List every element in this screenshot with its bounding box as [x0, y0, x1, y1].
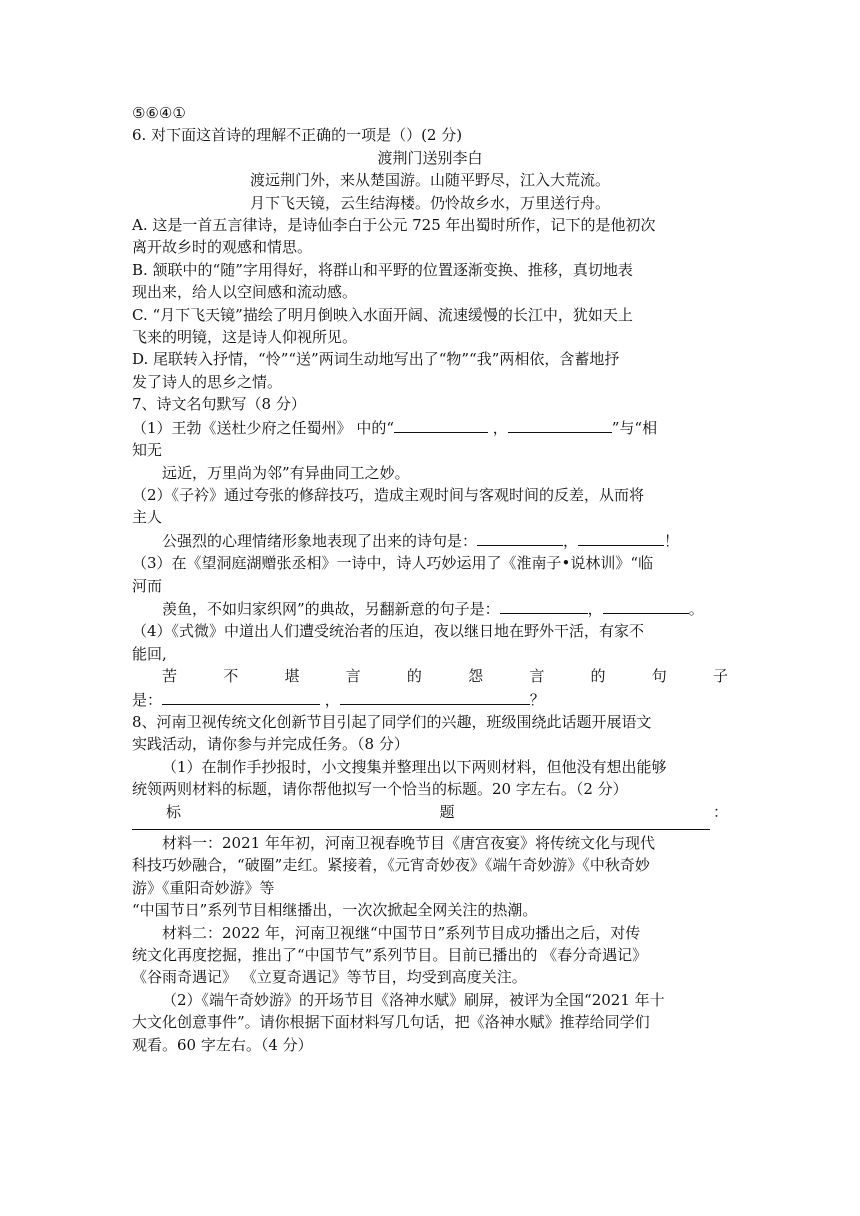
char: 的 — [590, 667, 606, 686]
char: 怨 — [468, 667, 484, 686]
q7-1-tail: ”与“相 — [611, 418, 658, 437]
char: 言 — [345, 667, 361, 686]
answer-blank[interactable] — [508, 416, 612, 433]
answer-blank[interactable] — [162, 688, 320, 705]
q7-4-end: ？ — [529, 690, 545, 709]
question-8-line-2: 实践活动，请你参与并完成任务。（8 分） — [132, 735, 409, 754]
material-1-line-4: “中国节日”系列节目相继播出，一次次掀起全网关注的热潮。 — [132, 901, 538, 920]
answer-line: ⑤⑥④① — [132, 104, 186, 122]
q7-1-text: （1）王勃《送杜少府之任蜀州》 中的“ — [132, 418, 394, 437]
title-answer-line[interactable] — [132, 823, 710, 830]
q7-item-1-line-1 — [132, 416, 728, 439]
option-c-line-1: C. “月下飞天镜”描绘了明月倒映入水面开阔、流速缓慢的长江中，犹如天上 — [132, 305, 633, 324]
char: 题 — [439, 802, 455, 821]
question-7: 7、诗文名句默写（8 分） — [132, 395, 306, 414]
char: 标 — [166, 802, 182, 821]
char: 不 — [223, 667, 239, 686]
q8-title-prompt — [132, 801, 728, 823]
answer-blank[interactable] — [340, 688, 530, 705]
char: 的 — [406, 667, 422, 686]
q8-task-2-line-2: 大文化创意事件”。请你根据下面材料写几句话，把《洛神水赋》推荐给同学们 — [132, 1013, 650, 1032]
exam-page — [132, 102, 728, 1056]
poem-line-1: 渡远荆门外，来从楚国游。山随平野尽，江入大荒流。 — [249, 171, 610, 190]
char: 苦 — [162, 667, 178, 686]
q7-item-3-line-2: 河而 — [132, 576, 163, 595]
option-a-line-2: 离开故乡时的观感和情思。 — [132, 238, 313, 257]
q7-3-text: 羡鱼，不如归家织网”的典故，另翻新意的句子是： — [162, 599, 500, 618]
answer-blank[interactable] — [603, 597, 689, 614]
char: ： — [712, 802, 728, 821]
material-2-line-1: 材料二：2022 年，河南卫视继“中国节日”系列节目成功播出之后，对传 — [162, 923, 641, 942]
q7-4-text: 是： — [132, 690, 163, 709]
char: 句 — [651, 667, 667, 686]
poem-line-2: 月下飞天镜，云生结海楼。仍怜故乡水，万里送行舟。 — [249, 193, 610, 212]
q8-task-2-line-3: 观看。60 字左右。（4 分） — [132, 1035, 313, 1054]
q7-2-comma: ， — [563, 531, 579, 550]
option-a-line-1: A. 这是一首五言律诗，是诗仙李白于公元 725 年出蜀时所作，记下的是他初次 — [132, 216, 656, 235]
q8-task-1-line-2: 统领两则材料的标题，请你帮他拟写一个恰当的标题。20 字左右。（2 分） — [132, 780, 628, 799]
q8-task-1-line-1: （1）在制作手抄报时，小文搜集并整理出以下两则材料，但他没有想出能够 — [162, 757, 667, 776]
option-d-line-2: 发了诗人的思乡之情。 — [132, 372, 283, 391]
q7-item-2-line-3 — [132, 529, 728, 552]
option-d-line-1: D. 尾联转入抒情，“怜”“送”两词生动地写出了“物”“我”两相依，含蓄地抒 — [132, 350, 620, 369]
q7-2-text: 公强烈的心理情绪形象地表现了出来的诗句是： — [162, 531, 478, 550]
q7-item-1-line-2: 知无 — [132, 441, 163, 460]
q7-1-comma: ， — [487, 418, 508, 437]
q7-3-comma: ， — [587, 599, 603, 618]
material-2-line-3: 《谷雨奇遇记》 《立夏奇遇记》等节目，均受到高度关注。 — [132, 968, 527, 987]
q7-3-end: 。 — [688, 599, 704, 618]
material-1-line-3: 游》《重阳奇妙游》等 — [132, 878, 275, 897]
material-1-line-1: 材料一：2021 年年初，河南卫视春晚节目《唐宫夜宴》将传统文化与现代 — [162, 834, 655, 852]
material-1-line-2: 科技巧妙融合，“破圈”走红。紧接着，《元宵奇妙夜》《端午奇妙游》《中秋奇妙 — [132, 856, 650, 875]
q7-item-4-line-1: （4）《式微》中道出人们遭受统治者的压迫，夜以继日地在野外干活，有家不 — [132, 622, 645, 641]
q7-item-2-line-1: （2）《子衿》通过夸张的修辞技巧，造成主观时间与客观时间的反差，从而将 — [132, 485, 645, 504]
option-b-line-2: 现出来，给人以空间感和流动感。 — [132, 283, 358, 302]
q7-item-4-line-4 — [132, 688, 728, 711]
poem-title: 渡荆门送别李白 — [377, 148, 483, 167]
material-2-line-2: 统文化再度挖掘，推出了“中国节气”系列节目。目前已播出的 《春分奇遇记》 — [132, 946, 648, 965]
option-b-line-1: B. 颔联中的“随”字用得好，将群山和平野的位置逐渐变换、推移，真切地表 — [132, 260, 633, 279]
answer-blank[interactable] — [578, 529, 664, 546]
answer-blank[interactable] — [477, 529, 563, 546]
option-c-line-2: 飞来的明镜，这是诗人仰视所见。 — [132, 328, 358, 347]
q7-4-comma: ， — [320, 690, 340, 709]
answer-blank[interactable] — [500, 597, 588, 614]
q8-task-2-line-1: （2）《端午奇妙游》的开场节目《洛神水赋》刷屏，被评为全国“2021 年十 — [162, 990, 665, 1009]
question-8-line-1: 8、河南卫视传统文化创新节目引起了同学们的兴趣，班级围绕此话题开展语文 — [132, 712, 652, 731]
q7-item-4-line-3 — [132, 665, 728, 687]
answer-blank[interactable] — [394, 416, 488, 433]
q7-item-3-line-3 — [132, 597, 728, 620]
question-6: 6. 对下面这首诗的理解不正确的一项是（）(2 分) — [132, 126, 463, 145]
char: 言 — [529, 667, 545, 686]
q7-item-1-line-3: 远近，万里尚为邻”有异曲同工之妙。 — [162, 463, 410, 482]
q7-item-2-line-2: 主人 — [132, 508, 163, 527]
q7-item-4-line-2: 能回, — [132, 644, 167, 663]
char: 子 — [712, 667, 728, 686]
char: 堪 — [284, 667, 300, 686]
q7-2-end: ！ — [664, 531, 680, 550]
q7-item-3-line-1: （3）在《望洞庭湖赠张丞相》一诗中，诗人巧妙运用了《淮南子•说林训》“临 — [132, 554, 654, 573]
